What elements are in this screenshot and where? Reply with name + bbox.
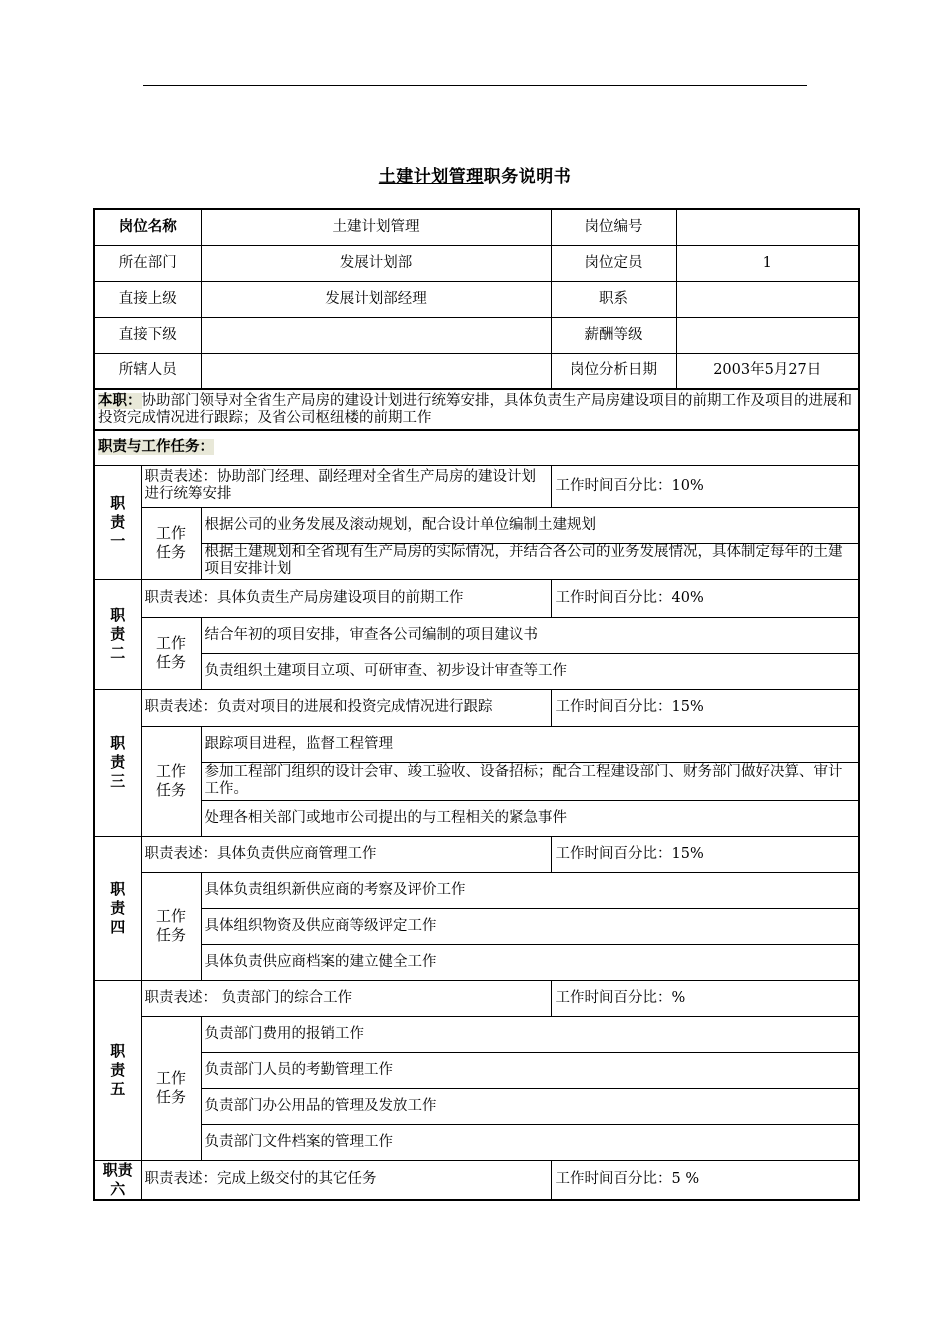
task-label: 工作 任务: [141, 1016, 201, 1160]
task-row: [94, 1016, 859, 1052]
info-value: 1: [676, 245, 859, 281]
task-text: 负责部门文件档案的管理工作: [201, 1124, 859, 1160]
task-label: 工作 任务: [141, 507, 201, 579]
task-text: 具体负责组织新供应商的考察及评价工作: [201, 872, 859, 908]
duty-pct: 工作时间百分比：10%: [551, 465, 859, 507]
job-description-table: [93, 208, 860, 1201]
duty-desc-row: [94, 689, 859, 726]
duty-pct: 工作时间百分比：5 %: [551, 1160, 859, 1200]
info-label: 薪酬等级: [551, 317, 676, 353]
info-value: [676, 281, 859, 317]
task-text: 根据公司的业务发展及滚动规划，配合设计单位编制土建规划: [201, 507, 859, 543]
page-title: [0, 162, 950, 187]
info-label: 岗位编号: [551, 209, 676, 245]
task-row: [94, 872, 859, 908]
task-text: 具体负责供应商档案的建立健全工作: [201, 944, 859, 980]
duty-desc-row: [94, 1160, 859, 1200]
task-label: 工作 任务: [141, 726, 201, 836]
task-row: [94, 653, 859, 689]
duty-pct: 工作时间百分比：%: [551, 980, 859, 1016]
task-text: 负责组织土建项目立项、可研审查、初步设计审查等工作: [201, 653, 859, 689]
duty-desc: 职责表述：协助部门经理、副经理对全省生产局房的建设计划进行统筹安排: [141, 465, 551, 507]
task-text: 负责部门人员的考勤管理工作: [201, 1052, 859, 1088]
duty-desc-row: [94, 980, 859, 1016]
info-row: [94, 353, 859, 389]
task-row: [94, 800, 859, 836]
duty-label: 职 责 五: [94, 980, 141, 1160]
info-row: [94, 209, 859, 245]
task-label: 工作 任务: [141, 617, 201, 689]
task-text: 处理各相关部门或地市公司提出的与工程相关的紧急事件: [201, 800, 859, 836]
duty-desc: 职责表述： 负责部门的综合工作: [141, 980, 551, 1016]
info-label: 直接上级: [94, 281, 201, 317]
duty-desc: 职责表述：具体负责生产局房建设项目的前期工作: [141, 579, 551, 617]
info-value: [676, 317, 859, 353]
task-row: [94, 1124, 859, 1160]
info-value: 土建计划管理: [201, 209, 551, 245]
duties-header-cell: [94, 430, 859, 465]
info-row: [94, 245, 859, 281]
task-text: 负责部门费用的报销工作: [201, 1016, 859, 1052]
info-label: 直接下级: [94, 317, 201, 353]
duties-header: 职责与工作任务：: [98, 439, 214, 456]
duty-desc-row: [94, 465, 859, 507]
duty-desc: 职责表述：具体负责供应商管理工作: [141, 836, 551, 872]
info-value: [201, 353, 551, 389]
summary-cell: [94, 389, 859, 430]
duty-label: 职责 六: [94, 1160, 141, 1200]
duty-label: 职 责 三: [94, 689, 141, 836]
task-text: 具体组织物资及供应商等级评定工作: [201, 908, 859, 944]
duty-label: 职 责 一: [94, 465, 141, 579]
task-row: [94, 543, 859, 579]
task-text: 参加工程部门组织的设计会审、竣工验收、设备招标；配合工程建设部门、财务部门做好决算、审计工作。: [201, 762, 859, 800]
duty-desc-row: [94, 836, 859, 872]
title-suffix: 职务说明书: [483, 167, 572, 187]
info-row: [94, 317, 859, 353]
summary-row: [94, 389, 859, 430]
task-text: 结合年初的项目安排，审查各公司编制的项目建议书: [201, 617, 859, 653]
duties-header-row: [94, 430, 859, 465]
summary-text: 协助部门领导对全省生产局房的建设计划进行统筹安排，具体负责生产局房建设项目的前期工作及项目的进展和投资完成情况进行跟踪；及省公司枢纽楼的前期工作: [98, 392, 852, 426]
duty-pct: 工作时间百分比：15%: [551, 689, 859, 726]
duty-desc: 职责表述：负责对项目的进展和投资完成情况进行跟踪: [141, 689, 551, 726]
duty-pct: 工作时间百分比：15%: [551, 836, 859, 872]
task-label: 工作 任务: [141, 872, 201, 980]
task-row: [94, 617, 859, 653]
info-row: [94, 281, 859, 317]
task-row: [94, 507, 859, 543]
summary-label: 本职：: [98, 392, 142, 409]
task-row: [94, 762, 859, 800]
info-label: 所在部门: [94, 245, 201, 281]
info-value: 2003年5月27日: [676, 353, 859, 389]
duty-pct: 工作时间百分比：40%: [551, 579, 859, 617]
info-label: 岗位分析日期: [551, 353, 676, 389]
info-value: [676, 209, 859, 245]
task-row: [94, 1088, 859, 1124]
duty-label: 职 责 四: [94, 836, 141, 980]
info-value: 发展计划部经理: [201, 281, 551, 317]
info-label: 岗位定员: [551, 245, 676, 281]
task-row: [94, 944, 859, 980]
duty-desc: 职责表述：完成上级交付的其它任务: [141, 1160, 551, 1200]
title-main: 土建计划管理: [378, 167, 484, 187]
duty-label: 职 责 二: [94, 579, 141, 689]
duty-desc-row: [94, 579, 859, 617]
info-label: 职系: [551, 281, 676, 317]
info-label: 所辖人员: [94, 353, 201, 389]
task-row: [94, 1052, 859, 1088]
task-text: 根据土建规划和全省现有生产局房的实际情况，并结合各公司的业务发展情况，具体制定每年的土建项目安排计划: [201, 543, 859, 579]
task-text: 负责部门办公用品的管理及发放工作: [201, 1088, 859, 1124]
header-rule: [143, 85, 807, 86]
info-label: 岗位名称: [94, 209, 201, 245]
task-row: [94, 726, 859, 762]
task-text: 跟踪项目进程，监督工程管理: [201, 726, 859, 762]
info-value: 发展计划部: [201, 245, 551, 281]
task-row: [94, 908, 859, 944]
info-value: [201, 317, 551, 353]
